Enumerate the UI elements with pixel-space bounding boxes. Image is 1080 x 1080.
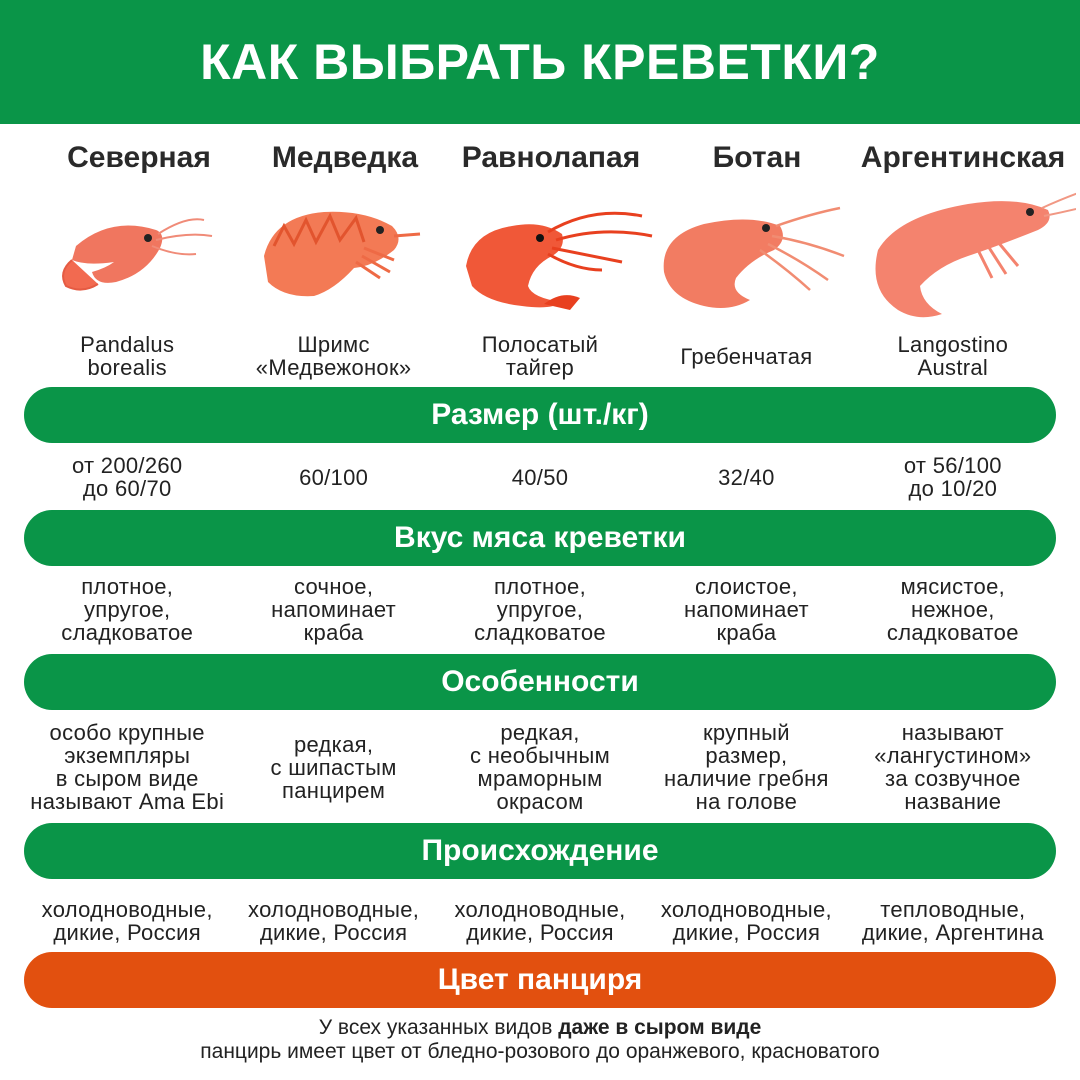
taste-value: мясистое, нежное, сладковатое xyxy=(886,573,1019,645)
features-value: редкая, с шипастым панцирем xyxy=(270,731,397,803)
botan-shrimp-image xyxy=(660,186,868,332)
taste-section-header: Вкус мяса креветки xyxy=(24,510,1056,566)
latin-name: Гребенчатая xyxy=(680,343,813,369)
bear-shrimp-image xyxy=(244,186,452,332)
footer-line-2: панцирь имеет цвет от бледно-розового до оранжевого, красноватого xyxy=(200,1040,880,1063)
tiger-shrimp-image xyxy=(452,186,660,332)
latin-name: Шримс «Медвежонок» xyxy=(255,332,412,380)
features-row xyxy=(24,718,1056,816)
origin-row xyxy=(24,896,1056,946)
argentine-shrimp-image xyxy=(868,186,1076,332)
features-value: называют «лангустином» за созвучное название xyxy=(874,720,1032,814)
size-row xyxy=(24,448,1056,506)
species-names xyxy=(36,134,1066,182)
latin-names-row xyxy=(24,332,1056,380)
species-name: Аргентинская xyxy=(860,141,1066,174)
size-value: 60/100 xyxy=(299,464,369,490)
features-value: редкая, с необычным мраморным окрасом xyxy=(470,720,611,814)
species-name: Равнолапая xyxy=(461,141,641,174)
shrimp-photos xyxy=(36,186,1076,332)
taste-value: плотное, упругое, сладковатое xyxy=(61,573,194,645)
origin-value: холодноводные, дикие, Россия xyxy=(248,897,420,945)
taste-value: слоистое, напоминает краба xyxy=(683,573,809,645)
features-section-header: Особенности xyxy=(24,654,1056,710)
latin-name: Langostino Austral xyxy=(897,332,1009,380)
origin-value: тепловодные, дикие, Аргентина xyxy=(861,897,1044,945)
species-name: Северная xyxy=(67,141,211,174)
size-value: от 200/260 до 60/70 xyxy=(71,453,183,501)
header-banner xyxy=(0,0,1080,124)
northern-shrimp-image xyxy=(36,186,244,332)
taste-row xyxy=(24,572,1056,646)
origin-value: холодноводные, дикие, Россия xyxy=(41,897,213,945)
origin-section-header: Происхождение xyxy=(24,823,1056,879)
shell-color-section-header: Цвет панциря xyxy=(24,952,1056,1008)
origin-value: холодноводные, дикие, Россия xyxy=(660,897,832,945)
footer-emphasis: даже в сыром виде xyxy=(558,1016,762,1039)
footer-note xyxy=(0,1016,1080,1064)
size-section-header: Размер (шт./кг) xyxy=(24,387,1056,443)
species-name: Медведка xyxy=(271,141,419,174)
taste-value: сочное, напоминает краба xyxy=(271,573,397,645)
latin-name: Pandalus borealis xyxy=(80,332,175,380)
size-value: 40/50 xyxy=(511,464,569,490)
taste-value: плотное, упругое, сладковатое xyxy=(474,573,606,645)
features-value: особо крупные экземпляры в сыром виде называют Ama Ebi xyxy=(30,720,225,814)
page-title: КАК ВЫБРАТЬ КРЕВЕТКИ? xyxy=(200,34,880,90)
size-value: от 56/100 до 10/20 xyxy=(903,453,1002,501)
footer-line-1: У всех указанных видов даже в сыром виде xyxy=(318,1016,762,1039)
origin-value: холодноводные, дикие, Россия xyxy=(454,897,626,945)
latin-name: Полосатый тайгер xyxy=(481,332,599,380)
features-value: крупный размер, наличие гребня на голове xyxy=(664,720,829,814)
species-name: Ботан xyxy=(712,141,802,174)
size-value: 32/40 xyxy=(718,464,775,490)
